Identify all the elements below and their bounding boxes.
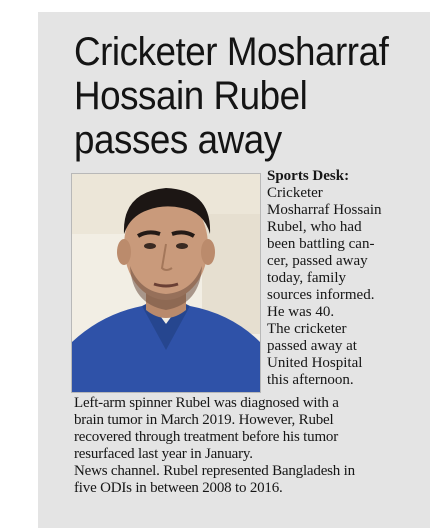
- portrait-photo: [71, 173, 261, 393]
- full-width-column: [74, 395, 430, 497]
- headline: Cricketer Mosharraf Hossain Rubel passes away: [74, 30, 389, 162]
- newspaper-clipping: [38, 12, 430, 528]
- paragraph-4: News channel. Rubel represented Bangladesh in five ODIs in between 2008 to 2016.: [74, 463, 355, 496]
- side-paragraph-1: Cricketer Mosharraf Hossain Rubel, who had been battling can- cer, passed away today, family sources informed. He was 40.: [267, 185, 382, 320]
- paragraph-3: Left-arm spinner Rubel was diagnosed with a brain tumor in March 2019. However, Rubel recovered through treatment before his tumor resurfaced last year in January.: [74, 395, 339, 462]
- side-paragraph-2: The cricketer passed away at United Hospital this afternoon.: [267, 321, 363, 388]
- byline: Sports Desk:: [267, 168, 350, 184]
- side-column: [267, 168, 427, 389]
- portrait-illustration: [72, 174, 260, 392]
